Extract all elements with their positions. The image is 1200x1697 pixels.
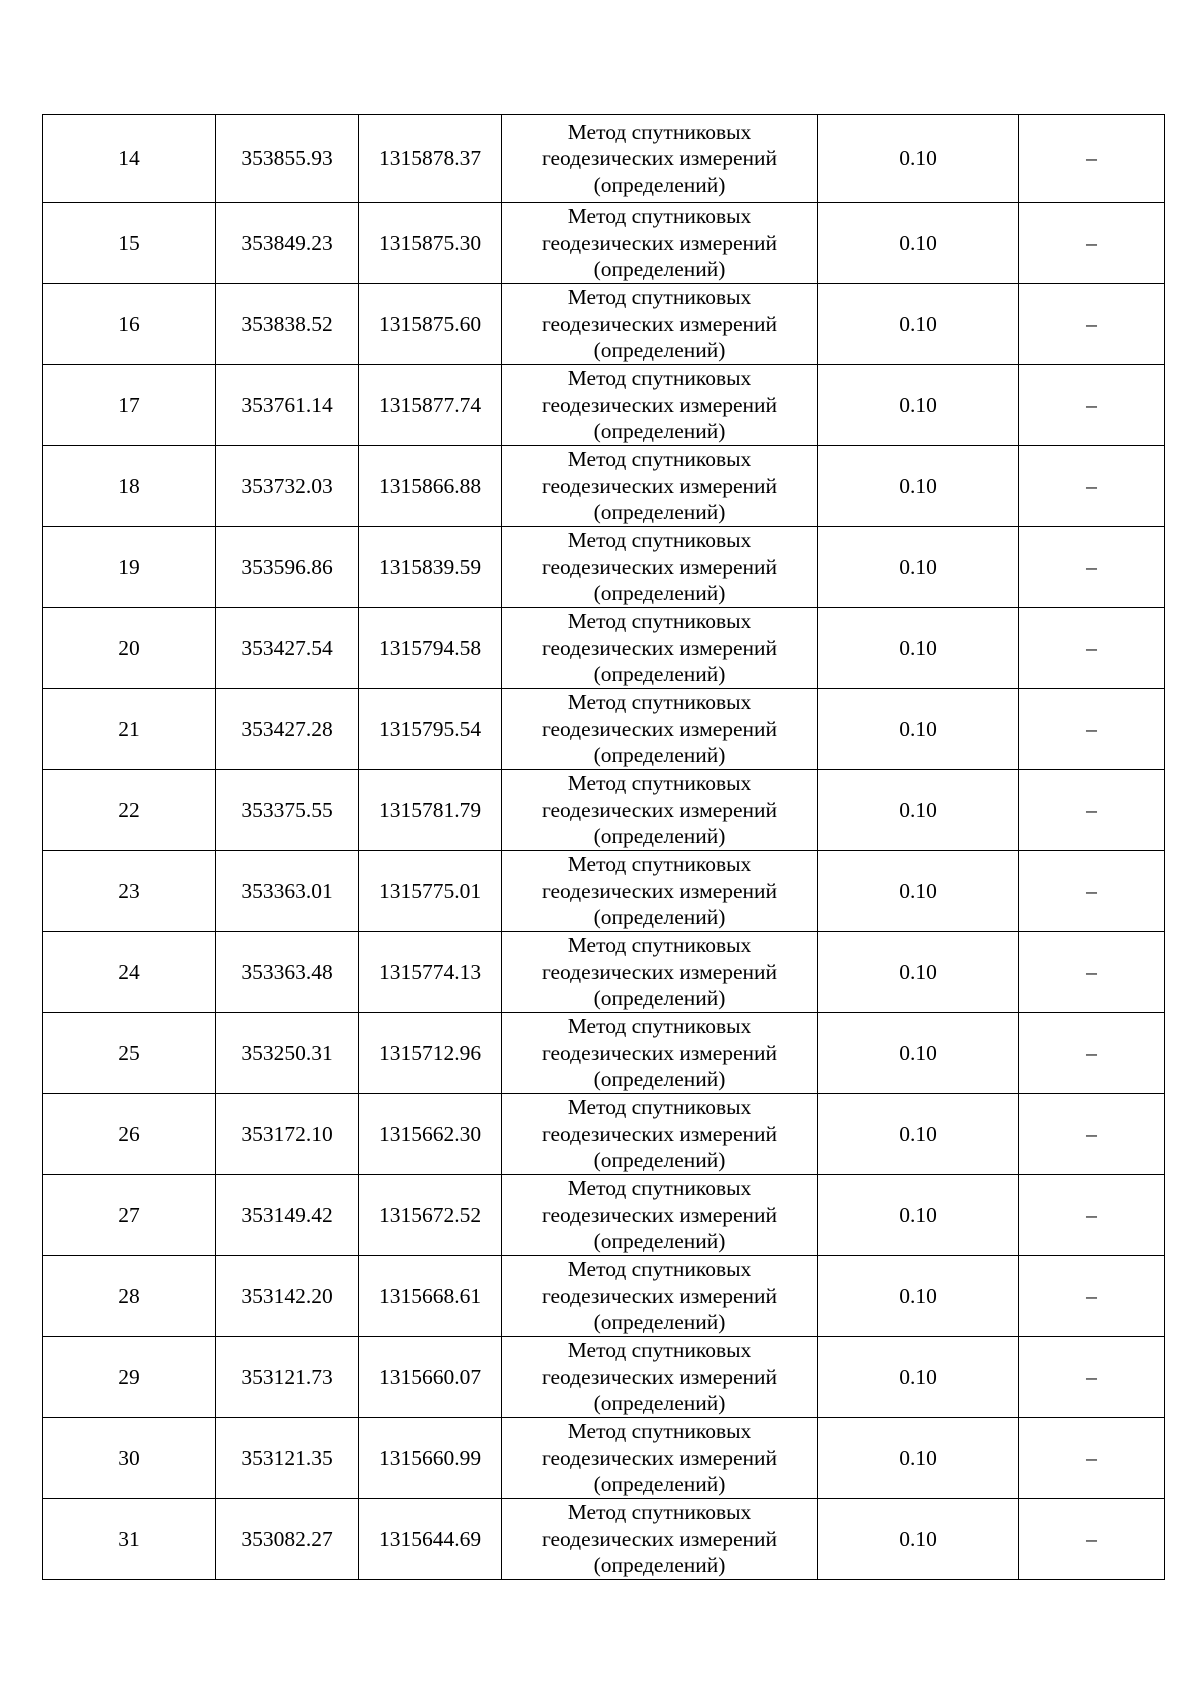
method-cell <box>502 115 818 203</box>
note-cell: – <box>1019 932 1165 1013</box>
table-row <box>43 608 1165 689</box>
y-coordinate-cell: 1315660.07 <box>359 1337 502 1418</box>
table-row <box>43 1175 1165 1256</box>
note-cell: – <box>1019 446 1165 527</box>
point-number-cell: 15 <box>43 203 216 284</box>
accuracy-cell: 0.10 <box>818 1094 1019 1175</box>
method-line-2: геодезических измерений <box>541 311 778 336</box>
y-coordinate-cell: 1315660.99 <box>359 1418 502 1499</box>
point-number-cell: 18 <box>43 446 216 527</box>
y-coordinate-cell: 1315878.37 <box>359 115 502 203</box>
point-number-cell: 23 <box>43 851 216 932</box>
table-row <box>43 770 1165 851</box>
table-row <box>43 365 1165 446</box>
point-number-cell: 24 <box>43 932 216 1013</box>
note-cell: – <box>1019 1418 1165 1499</box>
method-line-1: Метод спутниковых <box>567 119 752 144</box>
method-line-3: (определений) <box>593 824 726 849</box>
x-coordinate-cell: 353375.55 <box>216 770 359 851</box>
method-line-3: (определений) <box>593 257 726 282</box>
table-row <box>43 1337 1165 1418</box>
point-number-cell: 17 <box>43 365 216 446</box>
point-number-cell: 14 <box>43 115 216 203</box>
accuracy-cell: 0.10 <box>818 1013 1019 1094</box>
method-line-1: Метод спутниковых <box>567 447 752 472</box>
point-number-cell: 26 <box>43 1094 216 1175</box>
method-cell <box>502 1418 818 1499</box>
method-line-3: (определений) <box>593 581 726 606</box>
note-cell: – <box>1019 527 1165 608</box>
accuracy-cell: 0.10 <box>818 446 1019 527</box>
point-number-cell: 31 <box>43 1499 216 1580</box>
method-line-1: Метод спутниковых <box>567 690 752 715</box>
accuracy-cell: 0.10 <box>818 770 1019 851</box>
method-cell <box>502 770 818 851</box>
x-coordinate-cell: 353363.01 <box>216 851 359 932</box>
method-cell <box>502 1337 818 1418</box>
method-line-1: Метод спутниковых <box>567 1176 752 1201</box>
method-line-3: (определений) <box>593 419 726 444</box>
method-line-2: геодезических измерений <box>541 473 778 498</box>
point-number-cell: 22 <box>43 770 216 851</box>
method-cell <box>502 1256 818 1337</box>
method-line-2: геодезических измерений <box>541 1445 778 1470</box>
x-coordinate-cell: 353082.27 <box>216 1499 359 1580</box>
method-line-2: геодезических измерений <box>541 230 778 255</box>
x-coordinate-cell: 353149.42 <box>216 1175 359 1256</box>
note-cell: – <box>1019 1175 1165 1256</box>
x-coordinate-cell: 353427.28 <box>216 689 359 770</box>
note-cell: – <box>1019 770 1165 851</box>
note-cell: – <box>1019 203 1165 284</box>
accuracy-cell: 0.10 <box>818 203 1019 284</box>
y-coordinate-cell: 1315662.30 <box>359 1094 502 1175</box>
method-line-2: геодезических измерений <box>541 554 778 579</box>
table-row <box>43 1094 1165 1175</box>
method-line-2: геодезических измерений <box>541 797 778 822</box>
point-number-cell: 29 <box>43 1337 216 1418</box>
y-coordinate-cell: 1315839.59 <box>359 527 502 608</box>
point-number-cell: 20 <box>43 608 216 689</box>
accuracy-cell: 0.10 <box>818 115 1019 203</box>
method-cell <box>502 446 818 527</box>
method-line-1: Метод спутниковых <box>567 1500 752 1525</box>
coordinates-table <box>42 114 1165 1580</box>
method-cell <box>502 608 818 689</box>
method-line-2: геодезических измерений <box>541 716 778 741</box>
method-cell <box>502 527 818 608</box>
method-line-2: геодезических измерений <box>541 1283 778 1308</box>
y-coordinate-cell: 1315775.01 <box>359 851 502 932</box>
method-line-2: геодезических измерений <box>541 635 778 660</box>
method-line-3: (определений) <box>593 986 726 1011</box>
y-coordinate-cell: 1315644.69 <box>359 1499 502 1580</box>
table-row <box>43 1013 1165 1094</box>
accuracy-cell: 0.10 <box>818 1337 1019 1418</box>
method-cell <box>502 284 818 365</box>
method-line-3: (определений) <box>593 1472 726 1497</box>
table-row <box>43 851 1165 932</box>
method-line-1: Метод спутниковых <box>567 1419 752 1444</box>
method-line-3: (определений) <box>593 1391 726 1416</box>
accuracy-cell: 0.10 <box>818 527 1019 608</box>
method-cell <box>502 1094 818 1175</box>
note-cell: – <box>1019 1013 1165 1094</box>
accuracy-cell: 0.10 <box>818 1499 1019 1580</box>
x-coordinate-cell: 353363.48 <box>216 932 359 1013</box>
table-row <box>43 115 1165 203</box>
method-line-1: Метод спутниковых <box>567 366 752 391</box>
method-line-3: (определений) <box>593 338 726 363</box>
note-cell: – <box>1019 1094 1165 1175</box>
method-cell <box>502 689 818 770</box>
method-line-2: геодезических измерений <box>541 878 778 903</box>
method-line-1: Метод спутниковых <box>567 771 752 796</box>
method-line-1: Метод спутниковых <box>567 609 752 634</box>
method-cell <box>502 365 818 446</box>
x-coordinate-cell: 353427.54 <box>216 608 359 689</box>
x-coordinate-cell: 353732.03 <box>216 446 359 527</box>
point-number-cell: 27 <box>43 1175 216 1256</box>
note-cell: – <box>1019 1499 1165 1580</box>
method-line-2: геодезических измерений <box>541 1526 778 1551</box>
method-line-3: (определений) <box>593 662 726 687</box>
point-number-cell: 16 <box>43 284 216 365</box>
accuracy-cell: 0.10 <box>818 851 1019 932</box>
method-line-3: (определений) <box>593 172 726 197</box>
point-number-cell: 25 <box>43 1013 216 1094</box>
method-line-1: Метод спутниковых <box>567 204 752 229</box>
method-line-2: геодезических измерений <box>541 1040 778 1065</box>
x-coordinate-cell: 353142.20 <box>216 1256 359 1337</box>
accuracy-cell: 0.10 <box>818 284 1019 365</box>
method-line-3: (определений) <box>593 1310 726 1335</box>
y-coordinate-cell: 1315875.30 <box>359 203 502 284</box>
method-line-1: Метод спутниковых <box>567 285 752 310</box>
method-line-1: Метод спутниковых <box>567 1014 752 1039</box>
y-coordinate-cell: 1315877.74 <box>359 365 502 446</box>
x-coordinate-cell: 353121.73 <box>216 1337 359 1418</box>
method-line-3: (определений) <box>593 1148 726 1173</box>
table-row <box>43 1256 1165 1337</box>
table-row <box>43 527 1165 608</box>
method-line-3: (определений) <box>593 905 726 930</box>
method-line-2: геодезических измерений <box>541 392 778 417</box>
table-row <box>43 284 1165 365</box>
point-number-cell: 19 <box>43 527 216 608</box>
method-line-3: (определений) <box>593 1553 726 1578</box>
note-cell: – <box>1019 115 1165 203</box>
table-body <box>43 115 1165 1580</box>
point-number-cell: 30 <box>43 1418 216 1499</box>
method-line-2: геодезических измерений <box>541 1364 778 1389</box>
x-coordinate-cell: 353121.35 <box>216 1418 359 1499</box>
accuracy-cell: 0.10 <box>818 608 1019 689</box>
method-line-1: Метод спутниковых <box>567 528 752 553</box>
x-coordinate-cell: 353172.10 <box>216 1094 359 1175</box>
method-line-3: (определений) <box>593 1229 726 1254</box>
method-line-2: геодезических измерений <box>541 146 778 171</box>
method-line-1: Метод спутниковых <box>567 1257 752 1282</box>
x-coordinate-cell: 353761.14 <box>216 365 359 446</box>
y-coordinate-cell: 1315774.13 <box>359 932 502 1013</box>
y-coordinate-cell: 1315875.60 <box>359 284 502 365</box>
accuracy-cell: 0.10 <box>818 1175 1019 1256</box>
method-line-2: геодезических измерений <box>541 1121 778 1146</box>
x-coordinate-cell: 353250.31 <box>216 1013 359 1094</box>
method-line-1: Метод спутниковых <box>567 1338 752 1363</box>
table-row <box>43 203 1165 284</box>
accuracy-cell: 0.10 <box>818 932 1019 1013</box>
method-line-2: геодезических измерений <box>541 959 778 984</box>
point-number-cell: 28 <box>43 1256 216 1337</box>
table-row <box>43 446 1165 527</box>
method-line-3: (определений) <box>593 500 726 525</box>
y-coordinate-cell: 1315672.52 <box>359 1175 502 1256</box>
note-cell: – <box>1019 851 1165 932</box>
note-cell: – <box>1019 1256 1165 1337</box>
table-row <box>43 1499 1165 1580</box>
method-cell <box>502 932 818 1013</box>
x-coordinate-cell: 353855.93 <box>216 115 359 203</box>
method-cell <box>502 1013 818 1094</box>
x-coordinate-cell: 353838.52 <box>216 284 359 365</box>
y-coordinate-cell: 1315668.61 <box>359 1256 502 1337</box>
note-cell: – <box>1019 365 1165 446</box>
table-row <box>43 1418 1165 1499</box>
note-cell: – <box>1019 689 1165 770</box>
accuracy-cell: 0.10 <box>818 1256 1019 1337</box>
point-number-cell: 21 <box>43 689 216 770</box>
note-cell: – <box>1019 1337 1165 1418</box>
method-line-1: Метод спутниковых <box>567 933 752 958</box>
note-cell: – <box>1019 608 1165 689</box>
accuracy-cell: 0.10 <box>818 689 1019 770</box>
method-line-1: Метод спутниковых <box>567 1095 752 1120</box>
method-line-3: (определений) <box>593 1067 726 1092</box>
note-cell: – <box>1019 284 1165 365</box>
method-cell <box>502 1175 818 1256</box>
accuracy-cell: 0.10 <box>818 1418 1019 1499</box>
y-coordinate-cell: 1315712.96 <box>359 1013 502 1094</box>
method-line-2: геодезических измерений <box>541 1202 778 1227</box>
y-coordinate-cell: 1315781.79 <box>359 770 502 851</box>
method-cell <box>502 203 818 284</box>
accuracy-cell: 0.10 <box>818 365 1019 446</box>
x-coordinate-cell: 353596.86 <box>216 527 359 608</box>
table-row <box>43 932 1165 1013</box>
method-line-3: (определений) <box>593 743 726 768</box>
method-line-1: Метод спутниковых <box>567 852 752 877</box>
method-cell <box>502 851 818 932</box>
table-row <box>43 689 1165 770</box>
x-coordinate-cell: 353849.23 <box>216 203 359 284</box>
y-coordinate-cell: 1315794.58 <box>359 608 502 689</box>
y-coordinate-cell: 1315795.54 <box>359 689 502 770</box>
method-cell <box>502 1499 818 1580</box>
y-coordinate-cell: 1315866.88 <box>359 446 502 527</box>
